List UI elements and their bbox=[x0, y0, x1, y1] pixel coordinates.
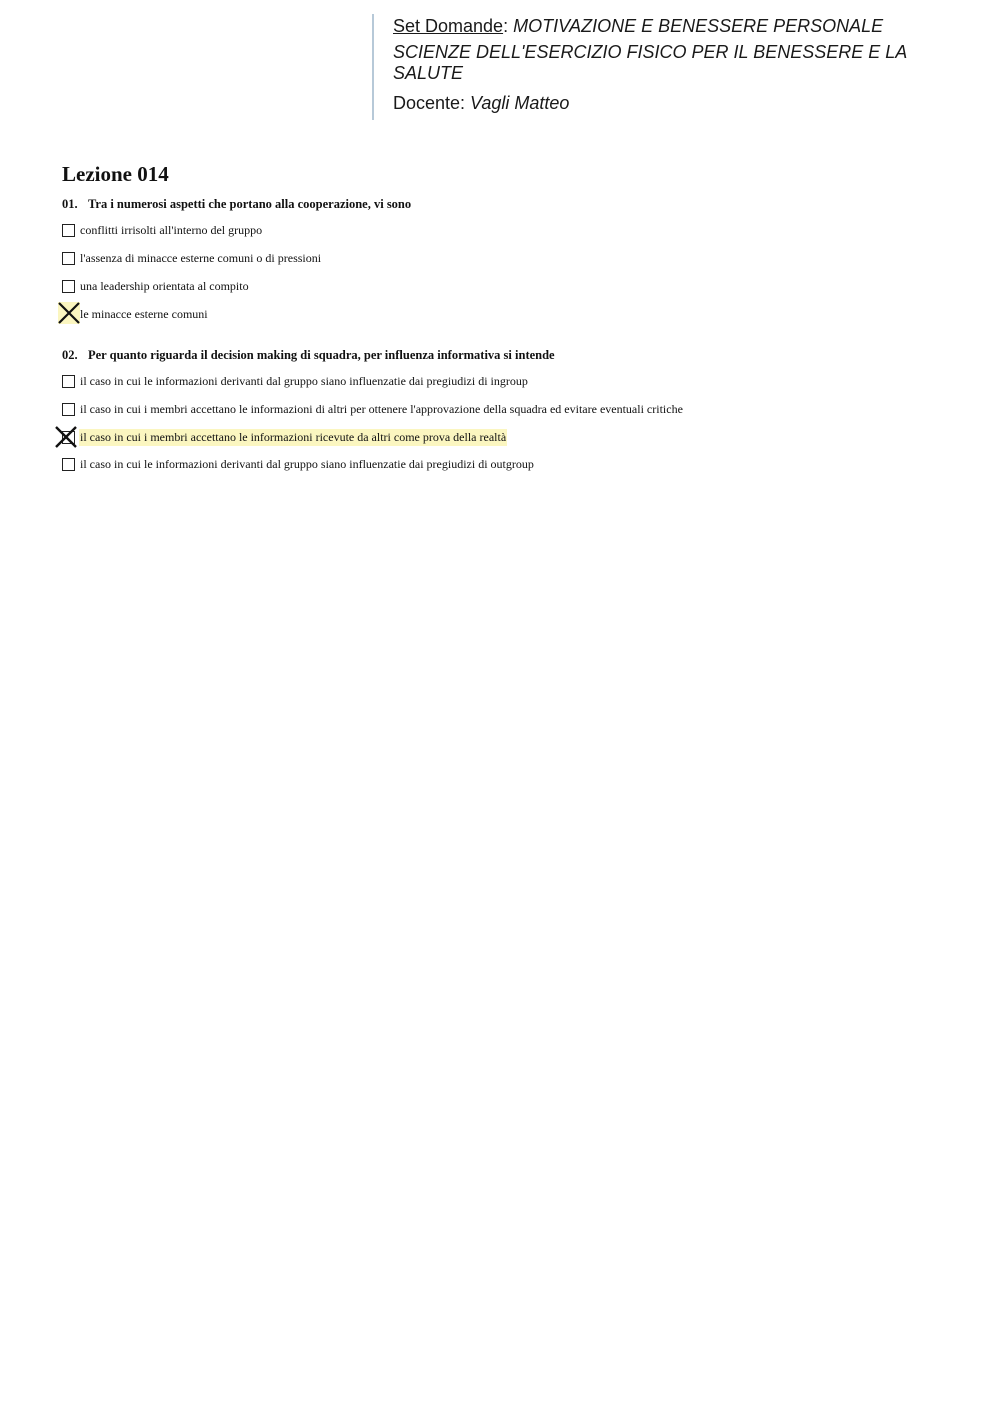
checkbox[interactable] bbox=[62, 252, 75, 265]
question-1-option-1[interactable] bbox=[62, 221, 263, 239]
option-text: il caso in cui i membri accettano le informazioni di altri per ottenere l'approvazione della squadra ed evitare eventuali critiche bbox=[80, 401, 683, 416]
question-2-option-2[interactable] bbox=[62, 400, 684, 418]
teacher-line bbox=[393, 91, 972, 115]
option-text: una leadership orientata al compito bbox=[80, 278, 249, 293]
question-set-line bbox=[393, 14, 972, 38]
question-1-option-2[interactable] bbox=[62, 249, 322, 267]
question-2-option-4[interactable] bbox=[62, 455, 535, 473]
teacher-name: Vagli Matteo bbox=[470, 93, 570, 113]
question-1-option-3[interactable] bbox=[62, 277, 250, 295]
option-text: l'assenza di minacce esterne comuni o di pressioni bbox=[80, 250, 322, 265]
option-text: il caso in cui le informazioni derivanti dal gruppo siano influenzatie dai pregiudizi di ingroup bbox=[80, 373, 528, 388]
question-set-label: Set Domande bbox=[393, 16, 504, 36]
question-set-separator: : bbox=[503, 16, 514, 36]
course-title-line-2: SALUTE bbox=[393, 63, 464, 83]
option-text: il caso in cui i membri accettano le informazioni ricevute da altri come prova della realtà bbox=[80, 429, 507, 444]
question-2-text: Per quanto riguarda il decision making di squadra, per influenza informativa si intende bbox=[88, 348, 555, 362]
teacher-label: Docente: bbox=[393, 93, 471, 113]
option-text: le minacce esterne comuni bbox=[80, 306, 208, 321]
question-1-number: 01. bbox=[62, 197, 78, 211]
checkbox[interactable] bbox=[62, 458, 75, 471]
question-2-title bbox=[62, 348, 555, 363]
checkbox[interactable] bbox=[62, 375, 75, 388]
question-1-text: Tra i numerosi aspetti che portano alla cooperazione, vi sono bbox=[88, 197, 412, 211]
checkbox[interactable] bbox=[62, 224, 75, 237]
option-text: conflitti irrisolti all'interno del gruppo bbox=[80, 222, 263, 237]
option-text: il caso in cui le informazioni derivanti dal gruppo siano influenzatie dai pregiudizi di outgroup bbox=[80, 456, 534, 471]
question-1-title bbox=[62, 197, 411, 212]
answer-x-mark-icon bbox=[54, 425, 78, 449]
question-2-number: 02. bbox=[62, 348, 78, 362]
answer-x-mark-icon bbox=[56, 300, 82, 326]
course-title-line-1: SCIENZE DELL'ESERCIZIO FISICO PER IL BENESSERE E LA bbox=[393, 42, 908, 62]
checkbox[interactable] bbox=[62, 403, 75, 416]
question-set-value: MOTIVAZIONE E BENESSERE PERSONALE bbox=[513, 16, 884, 36]
question-2-option-3[interactable] bbox=[62, 428, 507, 446]
question-1-option-4[interactable] bbox=[62, 305, 209, 323]
question-2-option-1[interactable] bbox=[62, 372, 529, 390]
lesson-title: Lezione 014 bbox=[62, 162, 169, 186]
document-header bbox=[372, 14, 972, 120]
checkbox[interactable] bbox=[62, 280, 75, 293]
